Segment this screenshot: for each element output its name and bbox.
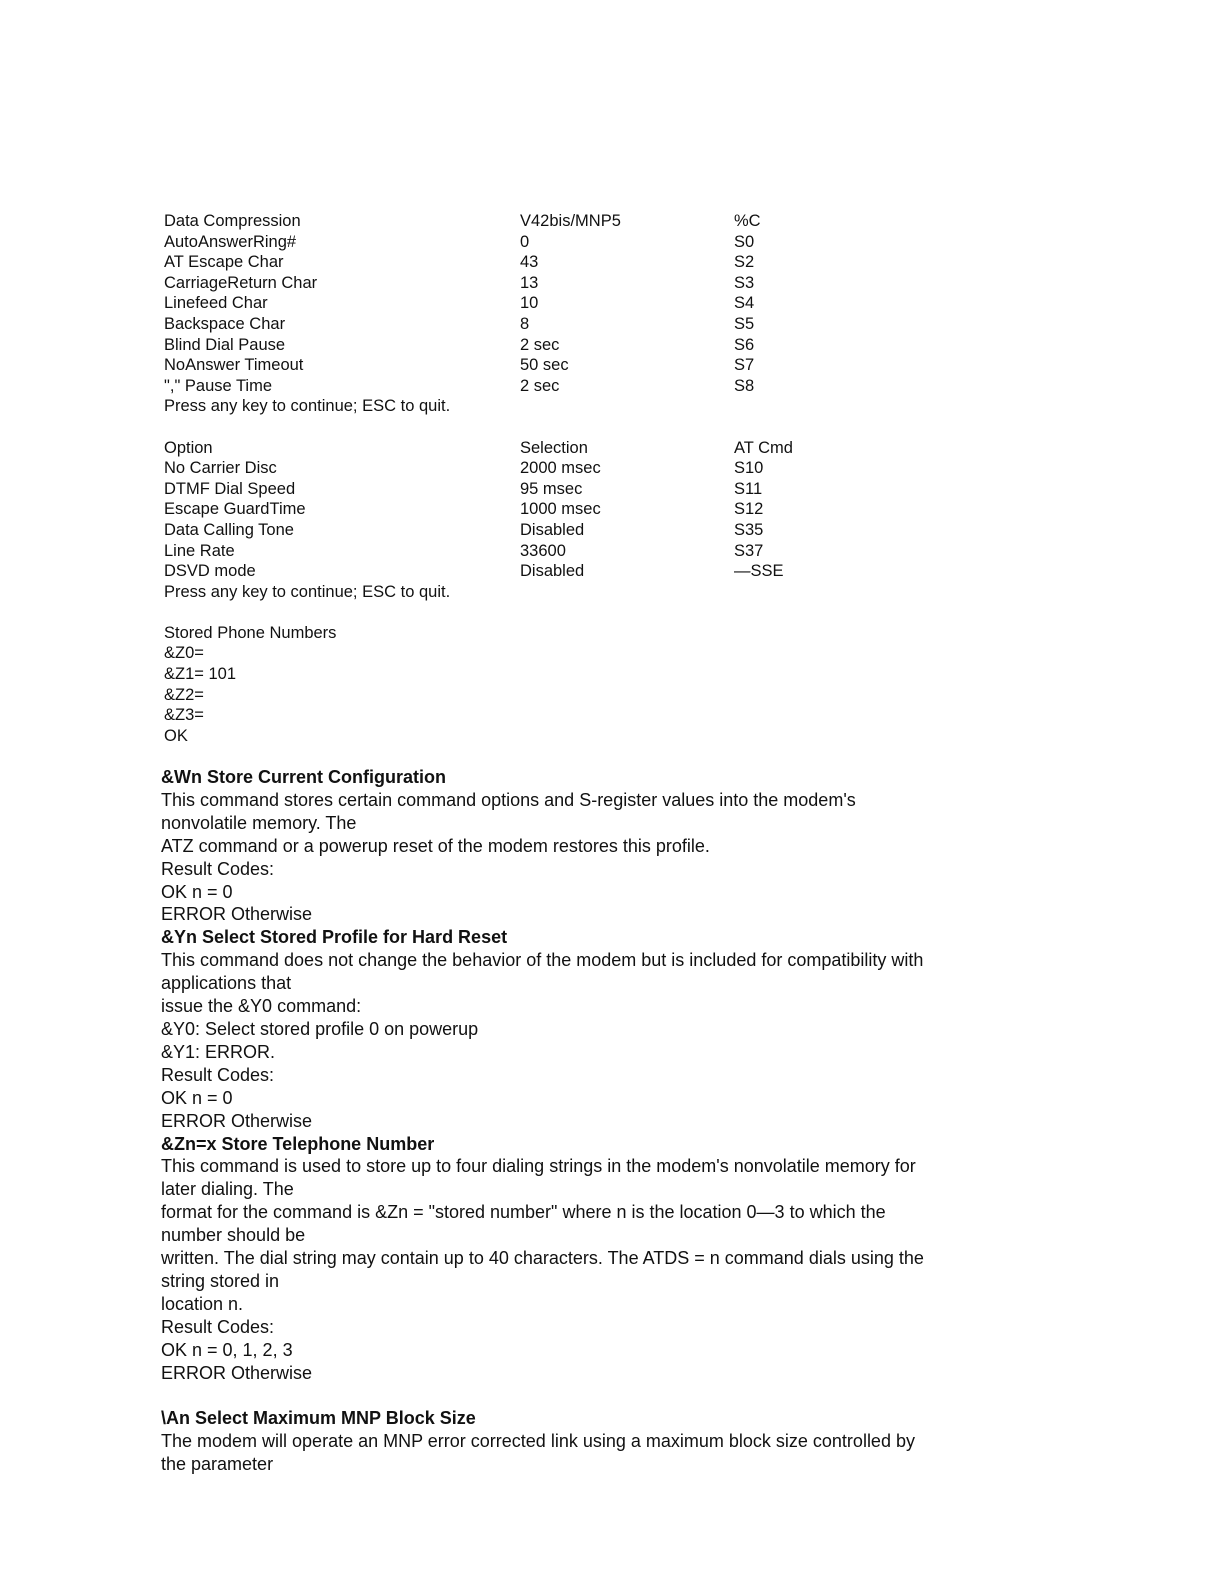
command-cell: S7 <box>734 356 755 375</box>
option-cell: Linefeed Char <box>164 294 268 313</box>
phone-line: &Z3= <box>164 706 204 725</box>
spacer <box>161 1384 1021 1407</box>
selection-cell: 50 sec <box>520 356 569 375</box>
command-cell: S10 <box>734 459 764 478</box>
body-line: written. The dial string may contain up to 40 characters. The ATDS = n command dials using the <box>161 1248 924 1269</box>
manual-text <box>161 766 1021 1476</box>
command-cell: S8 <box>734 376 755 395</box>
section-body-z <box>161 1155 1021 1384</box>
body-line: This command is used to store up to four dialing strings in the modem's nonvolatile memory for <box>161 1156 916 1177</box>
table-row <box>164 211 924 232</box>
body-line: format for the command is &Zn = "stored number" where n is the location 0—3 to which the <box>161 1202 886 1223</box>
section-heading-a: \An Select Maximum MNP Block Size <box>161 1408 476 1429</box>
header-option: Option <box>164 438 213 457</box>
selection-cell: 2000 msec <box>520 459 601 478</box>
table-header-row <box>164 438 924 459</box>
table-row <box>164 458 924 479</box>
body-line: applications that <box>161 973 292 994</box>
body-line: nonvolatile memory. The <box>161 812 357 833</box>
phone-line: &Z2= <box>164 685 204 704</box>
option-cell: "," Pause Time <box>164 376 273 395</box>
section-body-w <box>161 789 1021 926</box>
header-at-cmd: AT Cmd <box>734 438 793 457</box>
option-cell: DTMF Dial Speed <box>164 479 296 498</box>
option-cell: NoAnswer Timeout <box>164 356 304 375</box>
table-row <box>164 541 924 562</box>
section-body-a <box>161 1430 1021 1476</box>
selection-cell: 2 sec <box>520 335 560 354</box>
body-line: string stored in <box>161 1270 280 1291</box>
command-cell: S12 <box>734 500 764 519</box>
command-cell: S2 <box>734 253 755 272</box>
body-line: Result Codes: <box>161 1064 275 1085</box>
table-row <box>164 252 924 273</box>
command-cell: S37 <box>734 541 764 560</box>
body-line: Result Codes: <box>161 1316 275 1337</box>
selection-cell: 33600 <box>520 541 566 560</box>
table-row <box>164 293 924 314</box>
body-line: issue the &Y0 command: <box>161 996 362 1017</box>
option-cell: AutoAnswerRing# <box>164 232 297 251</box>
body-line: ERROR Otherwise <box>161 1362 313 1383</box>
body-line: &Y0: Select stored profile 0 on powerup <box>161 1018 479 1039</box>
body-line: later dialing. The <box>161 1179 294 1200</box>
phone-line: &Z0= <box>164 644 204 663</box>
selection-cell: Disabled <box>520 562 585 581</box>
body-line: location n. <box>161 1293 244 1314</box>
body-line: number should be <box>161 1225 306 1246</box>
body-line: OK n = 0, 1, 2, 3 <box>161 1339 293 1360</box>
body-line: OK n = 0 <box>161 881 233 902</box>
section-heading-y: &Yn Select Stored Profile for Hard Reset <box>161 927 508 948</box>
option-cell: CarriageReturn Char <box>164 273 318 292</box>
body-line: OK n = 0 <box>161 1087 233 1108</box>
section-body-y <box>161 949 1021 1132</box>
selection-cell: 1000 msec <box>520 500 601 519</box>
body-line: ERROR Otherwise <box>161 904 313 925</box>
option-cell: Blind Dial Pause <box>164 335 286 354</box>
body-line: &Y1: ERROR. <box>161 1041 276 1062</box>
command-cell: S0 <box>734 232 755 251</box>
option-cell: DSVD mode <box>164 562 256 581</box>
stored-phone-list <box>164 643 924 746</box>
table-row <box>164 335 924 356</box>
body-line: ERROR Otherwise <box>161 1110 313 1131</box>
command-cell: S3 <box>734 273 755 292</box>
command-cell: S35 <box>734 520 764 539</box>
table-row <box>164 376 924 397</box>
phone-line: OK <box>164 726 188 745</box>
selection-cell: 10 <box>520 294 539 313</box>
selection-cell: 43 <box>520 253 539 272</box>
body-line: This command stores certain command options and S-register values into the modem's <box>161 789 856 810</box>
option-cell: Line Rate <box>164 541 235 560</box>
spacer <box>164 602 924 623</box>
option-cell: Escape GuardTime <box>164 500 306 519</box>
phones-title: Stored Phone Numbers <box>164 623 337 642</box>
table-row <box>164 355 924 376</box>
body-line: ATZ command or a powerup reset of the modem restores this profile. <box>161 835 710 856</box>
body-line: Result Codes: <box>161 858 275 879</box>
selection-cell: V42bis/MNP5 <box>520 212 621 230</box>
body-line: This command does not change the behavior of the modem but is included for compatibility with <box>161 950 924 971</box>
body-line: The modem will operate an MNP error corrected link using a maximum block size controlled by <box>161 1431 915 1452</box>
option-cell: Data Compression <box>164 212 301 230</box>
section-heading-z: &Zn=x Store Telephone Number <box>161 1133 435 1154</box>
table-row <box>164 479 924 500</box>
command-cell: S6 <box>734 335 755 354</box>
selection-cell: 13 <box>520 273 539 292</box>
command-cell: %C <box>734 212 761 230</box>
terminal-screen <box>164 211 924 746</box>
table-row <box>164 520 924 541</box>
selection-cell: 8 <box>520 314 530 333</box>
continue-prompt: Press any key to continue; ESC to quit. <box>164 582 451 601</box>
option-cell: Data Calling Tone <box>164 520 294 539</box>
table-row <box>164 314 924 335</box>
command-cell: S4 <box>734 294 755 313</box>
settings-table-2 <box>164 458 924 582</box>
body-line: the parameter <box>161 1454 274 1475</box>
phone-line: &Z1= 101 <box>164 665 237 684</box>
command-cell: —SSE <box>734 562 784 581</box>
table-row <box>164 499 924 520</box>
continue-prompt: Press any key to continue; ESC to quit. <box>164 397 451 416</box>
table-row <box>164 232 924 253</box>
selection-cell: 0 <box>520 232 530 251</box>
spacer <box>164 417 924 438</box>
settings-table-1 <box>164 211 924 396</box>
table-row <box>164 561 924 582</box>
command-cell: S11 <box>734 479 763 498</box>
option-cell: AT Escape Char <box>164 253 284 272</box>
section-heading-w: &Wn Store Current Configuration <box>161 767 446 787</box>
option-cell: Backspace Char <box>164 314 286 333</box>
header-selection: Selection <box>520 438 588 457</box>
selection-cell: 2 sec <box>520 376 560 395</box>
selection-cell: Disabled <box>520 520 585 539</box>
selection-cell: 95 msec <box>520 479 583 498</box>
table-row <box>164 273 924 294</box>
command-cell: S5 <box>734 314 755 333</box>
option-cell: No Carrier Disc <box>164 459 277 478</box>
